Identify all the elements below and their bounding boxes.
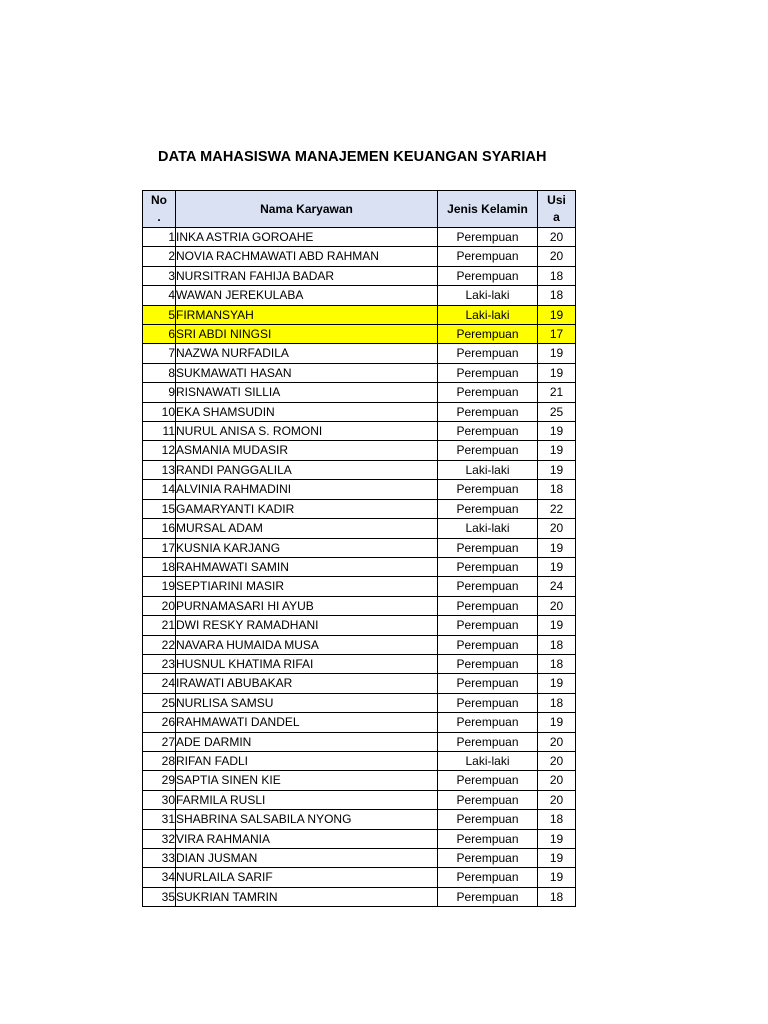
table-row: [143, 577, 576, 596]
student-name: IRAWATI ABUBAKAR: [176, 674, 438, 693]
row-number: 9: [143, 383, 176, 402]
age-cell: 24: [538, 577, 576, 596]
row-number: 16: [143, 519, 176, 538]
row-number: 20: [143, 596, 176, 615]
column-header-age-line2: a: [553, 210, 560, 224]
gender-cell: Perempuan: [438, 868, 538, 887]
student-name: NURSITRAN FAHIJA BADAR: [176, 266, 438, 285]
row-number: 18: [143, 557, 176, 576]
age-cell: 19: [538, 363, 576, 382]
age-cell: 19: [538, 713, 576, 732]
row-number: 26: [143, 713, 176, 732]
student-name: SAPTIA SINEN KIE: [176, 771, 438, 790]
student-name: RAHMAWATI SAMIN: [176, 557, 438, 576]
age-cell: 19: [538, 441, 576, 460]
age-cell: 18: [538, 286, 576, 305]
table-row: [143, 480, 576, 499]
row-number: 35: [143, 887, 176, 906]
row-number: 33: [143, 849, 176, 868]
age-cell: 18: [538, 266, 576, 285]
gender-cell: Perempuan: [438, 635, 538, 654]
row-number: 3: [143, 266, 176, 285]
age-cell: 18: [538, 635, 576, 654]
gender-cell: Perempuan: [438, 654, 538, 673]
row-number: 22: [143, 635, 176, 654]
age-cell: 19: [538, 422, 576, 441]
row-number: 25: [143, 693, 176, 712]
student-name: INKA ASTRIA GOROAHE: [176, 228, 438, 247]
age-cell: 20: [538, 771, 576, 790]
age-cell: 21: [538, 383, 576, 402]
gender-cell: Perempuan: [438, 344, 538, 363]
age-cell: 20: [538, 519, 576, 538]
column-header-name: Nama Karyawan: [176, 191, 438, 228]
gender-cell: Perempuan: [438, 771, 538, 790]
table-row: [143, 402, 576, 421]
gender-cell: Perempuan: [438, 383, 538, 402]
table-row: [143, 616, 576, 635]
student-name: NURLISA SAMSU: [176, 693, 438, 712]
table-row: [143, 635, 576, 654]
table-row: [143, 499, 576, 518]
student-name: SHABRINA SALSABILA NYONG: [176, 810, 438, 829]
row-number: 7: [143, 344, 176, 363]
row-number: 29: [143, 771, 176, 790]
gender-cell: Perempuan: [438, 402, 538, 421]
gender-cell: Perempuan: [438, 732, 538, 751]
row-number: 17: [143, 538, 176, 557]
student-name: NAZWA NURFADILA: [176, 344, 438, 363]
row-number: 4: [143, 286, 176, 305]
age-cell: 19: [538, 616, 576, 635]
age-cell: 18: [538, 693, 576, 712]
gender-cell: Laki-laki: [438, 519, 538, 538]
table-row: [143, 849, 576, 868]
table-row: [143, 441, 576, 460]
table-row: [143, 868, 576, 887]
age-cell: 22: [538, 499, 576, 518]
student-name: GAMARYANTI KADIR: [176, 499, 438, 518]
row-number: 8: [143, 363, 176, 382]
row-number: 13: [143, 460, 176, 479]
student-name: SUKMAWATI HASAN: [176, 363, 438, 382]
student-name: EKA SHAMSUDIN: [176, 402, 438, 421]
gender-cell: Perempuan: [438, 810, 538, 829]
student-name: WAWAN JEREKULABA: [176, 286, 438, 305]
table-row: [143, 829, 576, 848]
gender-cell: Perempuan: [438, 499, 538, 518]
student-name: NURUL ANISA S. ROMONI: [176, 422, 438, 441]
table-row: [143, 557, 576, 576]
student-name: KUSNIA KARJANG: [176, 538, 438, 557]
student-name: VIRA RAHMANIA: [176, 829, 438, 848]
age-cell: 25: [538, 402, 576, 421]
age-cell: 20: [538, 732, 576, 751]
column-header-no: [143, 191, 176, 228]
row-number: 12: [143, 441, 176, 460]
table-body: [143, 228, 576, 907]
table-row: [143, 538, 576, 557]
student-name: RIFAN FADLI: [176, 751, 438, 770]
age-cell: 19: [538, 829, 576, 848]
student-table: [142, 190, 576, 907]
gender-cell: Laki-laki: [438, 751, 538, 770]
row-number: 2: [143, 247, 176, 266]
table-row: [143, 325, 576, 344]
age-cell: 17: [538, 325, 576, 344]
age-cell: 19: [538, 305, 576, 324]
gender-cell: Perempuan: [438, 557, 538, 576]
table-row: [143, 674, 576, 693]
gender-cell: Perempuan: [438, 247, 538, 266]
table-row: [143, 305, 576, 324]
gender-cell: Perempuan: [438, 790, 538, 809]
row-number: 14: [143, 480, 176, 499]
student-name: SUKRIAN TAMRIN: [176, 887, 438, 906]
row-number: 23: [143, 654, 176, 673]
table-row: [143, 363, 576, 382]
gender-cell: Perempuan: [438, 228, 538, 247]
row-number: 32: [143, 829, 176, 848]
table-row: [143, 266, 576, 285]
student-name: DIAN JUSMAN: [176, 849, 438, 868]
student-name: FIRMANSYAH: [176, 305, 438, 324]
gender-cell: Perempuan: [438, 422, 538, 441]
student-name: RAHMAWATI DANDEL: [176, 713, 438, 732]
gender-cell: Perempuan: [438, 887, 538, 906]
row-number: 5: [143, 305, 176, 324]
table-row: [143, 519, 576, 538]
table-row: [143, 247, 576, 266]
age-cell: 20: [538, 228, 576, 247]
gender-cell: Perempuan: [438, 577, 538, 596]
gender-cell: Perempuan: [438, 480, 538, 499]
age-cell: 18: [538, 654, 576, 673]
column-header-age: [538, 191, 576, 228]
student-name: SEPTIARINI MASIR: [176, 577, 438, 596]
age-cell: 19: [538, 674, 576, 693]
student-name: DWI RESKY RAMADHANI: [176, 616, 438, 635]
row-number: 10: [143, 402, 176, 421]
age-cell: 20: [538, 790, 576, 809]
gender-cell: Perempuan: [438, 538, 538, 557]
gender-cell: Perempuan: [438, 849, 538, 868]
row-number: 30: [143, 790, 176, 809]
row-number: 31: [143, 810, 176, 829]
age-cell: 19: [538, 344, 576, 363]
age-cell: 19: [538, 557, 576, 576]
age-cell: 18: [538, 480, 576, 499]
row-number: 1: [143, 228, 176, 247]
table-row: [143, 344, 576, 363]
column-header-no-line2: .: [157, 210, 161, 224]
age-cell: 18: [538, 887, 576, 906]
table-row: [143, 713, 576, 732]
age-cell: 20: [538, 247, 576, 266]
table-row: [143, 228, 576, 247]
gender-cell: Perempuan: [438, 596, 538, 615]
gender-cell: Laki-laki: [438, 460, 538, 479]
student-name: SRI ABDI NINGSI: [176, 325, 438, 344]
student-name: HUSNUL KHATIMA RIFAI: [176, 654, 438, 673]
age-cell: 20: [538, 596, 576, 615]
gender-cell: Laki-laki: [438, 286, 538, 305]
gender-cell: Laki-laki: [438, 305, 538, 324]
gender-cell: Perempuan: [438, 713, 538, 732]
student-name: RISNAWATI SILLIA: [176, 383, 438, 402]
row-number: 6: [143, 325, 176, 344]
column-header-age-line1: Usi: [547, 193, 566, 207]
row-number: 11: [143, 422, 176, 441]
row-number: 27: [143, 732, 176, 751]
gender-cell: Perempuan: [438, 266, 538, 285]
table-row: [143, 596, 576, 615]
table-row: [143, 460, 576, 479]
column-header-no-line1: No: [151, 193, 167, 207]
age-cell: 18: [538, 810, 576, 829]
row-number: 28: [143, 751, 176, 770]
gender-cell: Perempuan: [438, 829, 538, 848]
gender-cell: Perempuan: [438, 674, 538, 693]
age-cell: 19: [538, 849, 576, 868]
table-row: [143, 422, 576, 441]
student-name: FARMILA RUSLI: [176, 790, 438, 809]
age-cell: 20: [538, 751, 576, 770]
gender-cell: Perempuan: [438, 616, 538, 635]
student-name: NOVIA RACHMAWATI ABD RAHMAN: [176, 247, 438, 266]
table-row: [143, 887, 576, 906]
student-name: MURSAL ADAM: [176, 519, 438, 538]
student-name: ADE DARMIN: [176, 732, 438, 751]
gender-cell: Perempuan: [438, 363, 538, 382]
row-number: 15: [143, 499, 176, 518]
student-name: NAVARA HUMAIDA MUSA: [176, 635, 438, 654]
row-number: 21: [143, 616, 176, 635]
column-header-gender: Jenis Kelamin: [438, 191, 538, 228]
age-cell: 19: [538, 460, 576, 479]
table-row: [143, 693, 576, 712]
age-cell: 19: [538, 538, 576, 557]
gender-cell: Perempuan: [438, 693, 538, 712]
student-name: NURLAILA SARIF: [176, 868, 438, 887]
row-number: 34: [143, 868, 176, 887]
student-name: RANDI PANGGALILA: [176, 460, 438, 479]
table-row: [143, 286, 576, 305]
gender-cell: Perempuan: [438, 441, 538, 460]
table-row: [143, 732, 576, 751]
age-cell: 19: [538, 868, 576, 887]
row-number: 24: [143, 674, 176, 693]
table-header-row: [143, 191, 576, 228]
student-name: ALVINIA RAHMADINI: [176, 480, 438, 499]
document-title: DATA MAHASISWA MANAJEMEN KEUANGAN SYARIAH: [158, 149, 547, 165]
row-number: 19: [143, 577, 176, 596]
table-row: [143, 790, 576, 809]
gender-cell: Perempuan: [438, 325, 538, 344]
table-row: [143, 810, 576, 829]
table-row: [143, 383, 576, 402]
table-row: [143, 751, 576, 770]
student-name: ASMANIA MUDASIR: [176, 441, 438, 460]
table-row: [143, 654, 576, 673]
table-row: [143, 771, 576, 790]
student-name: PURNAMASARI HI AYUB: [176, 596, 438, 615]
